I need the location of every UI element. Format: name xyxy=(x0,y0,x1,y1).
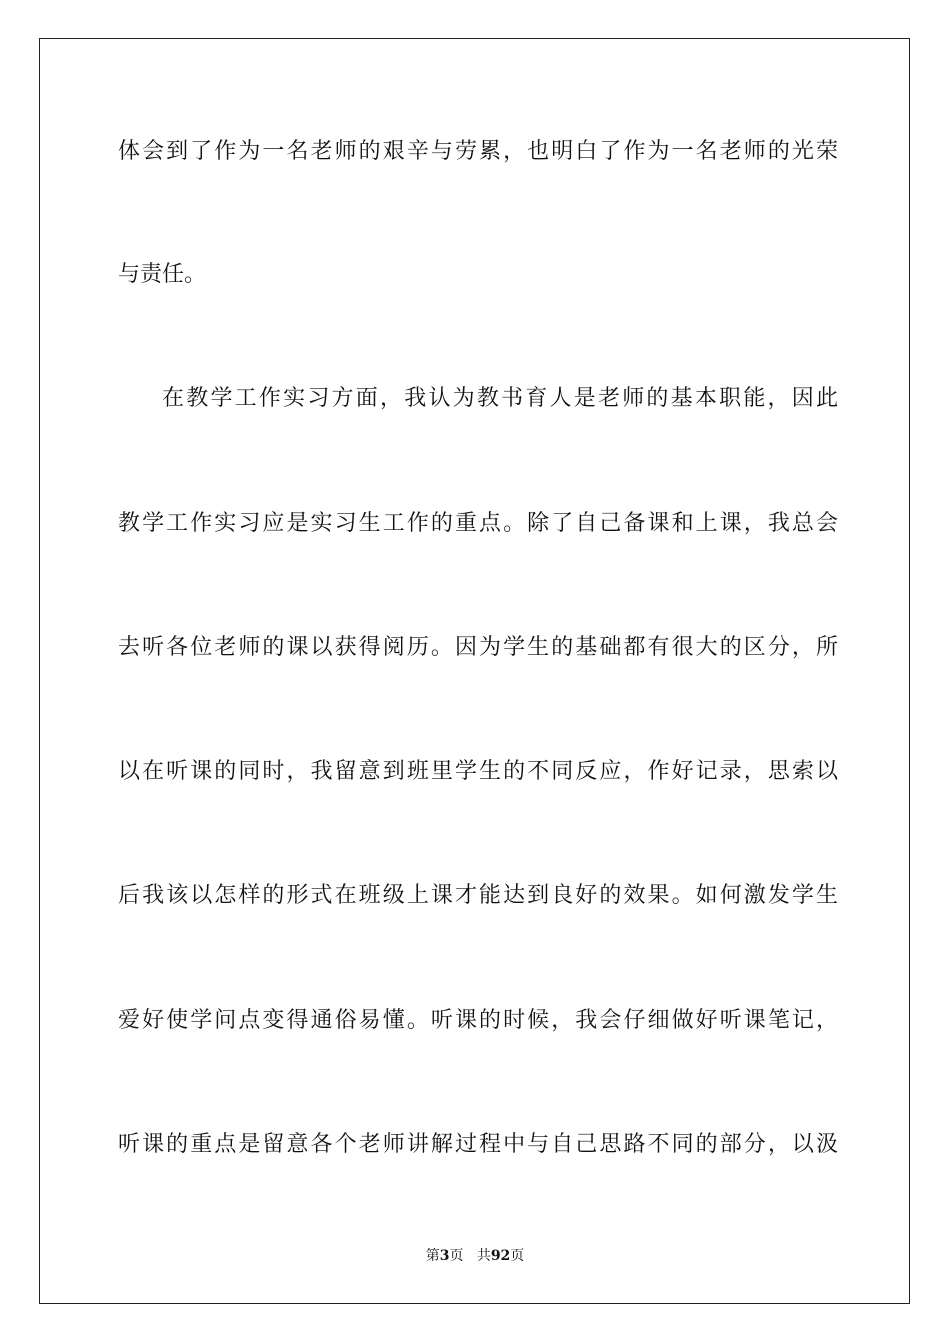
text-line-9: 听课的重点是留意各个老师讲解过程中与自己思路不同的部分，以汲 xyxy=(118,1132,838,1157)
text-line-4: 教学工作实习应是实习生工作的重点。除了自己备课和上课，我总会 xyxy=(118,511,838,536)
text-line-1: 体会到了作为一名老师的艰辛与劳累，也明白了作为一名老师的光荣 xyxy=(118,139,838,164)
text-line-3: 在教学工作实习方面，我认为教书育人是老师的基本职能，因此 xyxy=(162,386,838,411)
page-border xyxy=(39,38,910,1304)
text-line-8: 爱好使学问点变得通俗易懂。听课的时候，我会仔细做好听课笔记， xyxy=(118,1008,838,1033)
text-line-2: 与责任。 xyxy=(118,262,207,287)
footer-total-pages: 92 xyxy=(490,1248,511,1264)
footer-page-unit: 页 xyxy=(449,1248,464,1264)
footer-total-unit: 页 xyxy=(510,1248,525,1264)
page-footer xyxy=(0,1246,950,1266)
footer-total-prefix: 共 xyxy=(476,1248,491,1264)
text-line-6: 以在听课的同时，我留意到班里学生的不同反应，作好记录，思索以 xyxy=(118,759,838,784)
footer-current-page: 3 xyxy=(439,1248,450,1264)
text-line-7: 后我该以怎样的形式在班级上课才能达到良好的效果。如何激发学生 xyxy=(118,883,838,908)
text-line-5: 去听各位老师的课以获得阅历。因为学生的基础都有很大的区分，所 xyxy=(118,635,838,660)
footer-prefix: 第 xyxy=(425,1248,440,1264)
